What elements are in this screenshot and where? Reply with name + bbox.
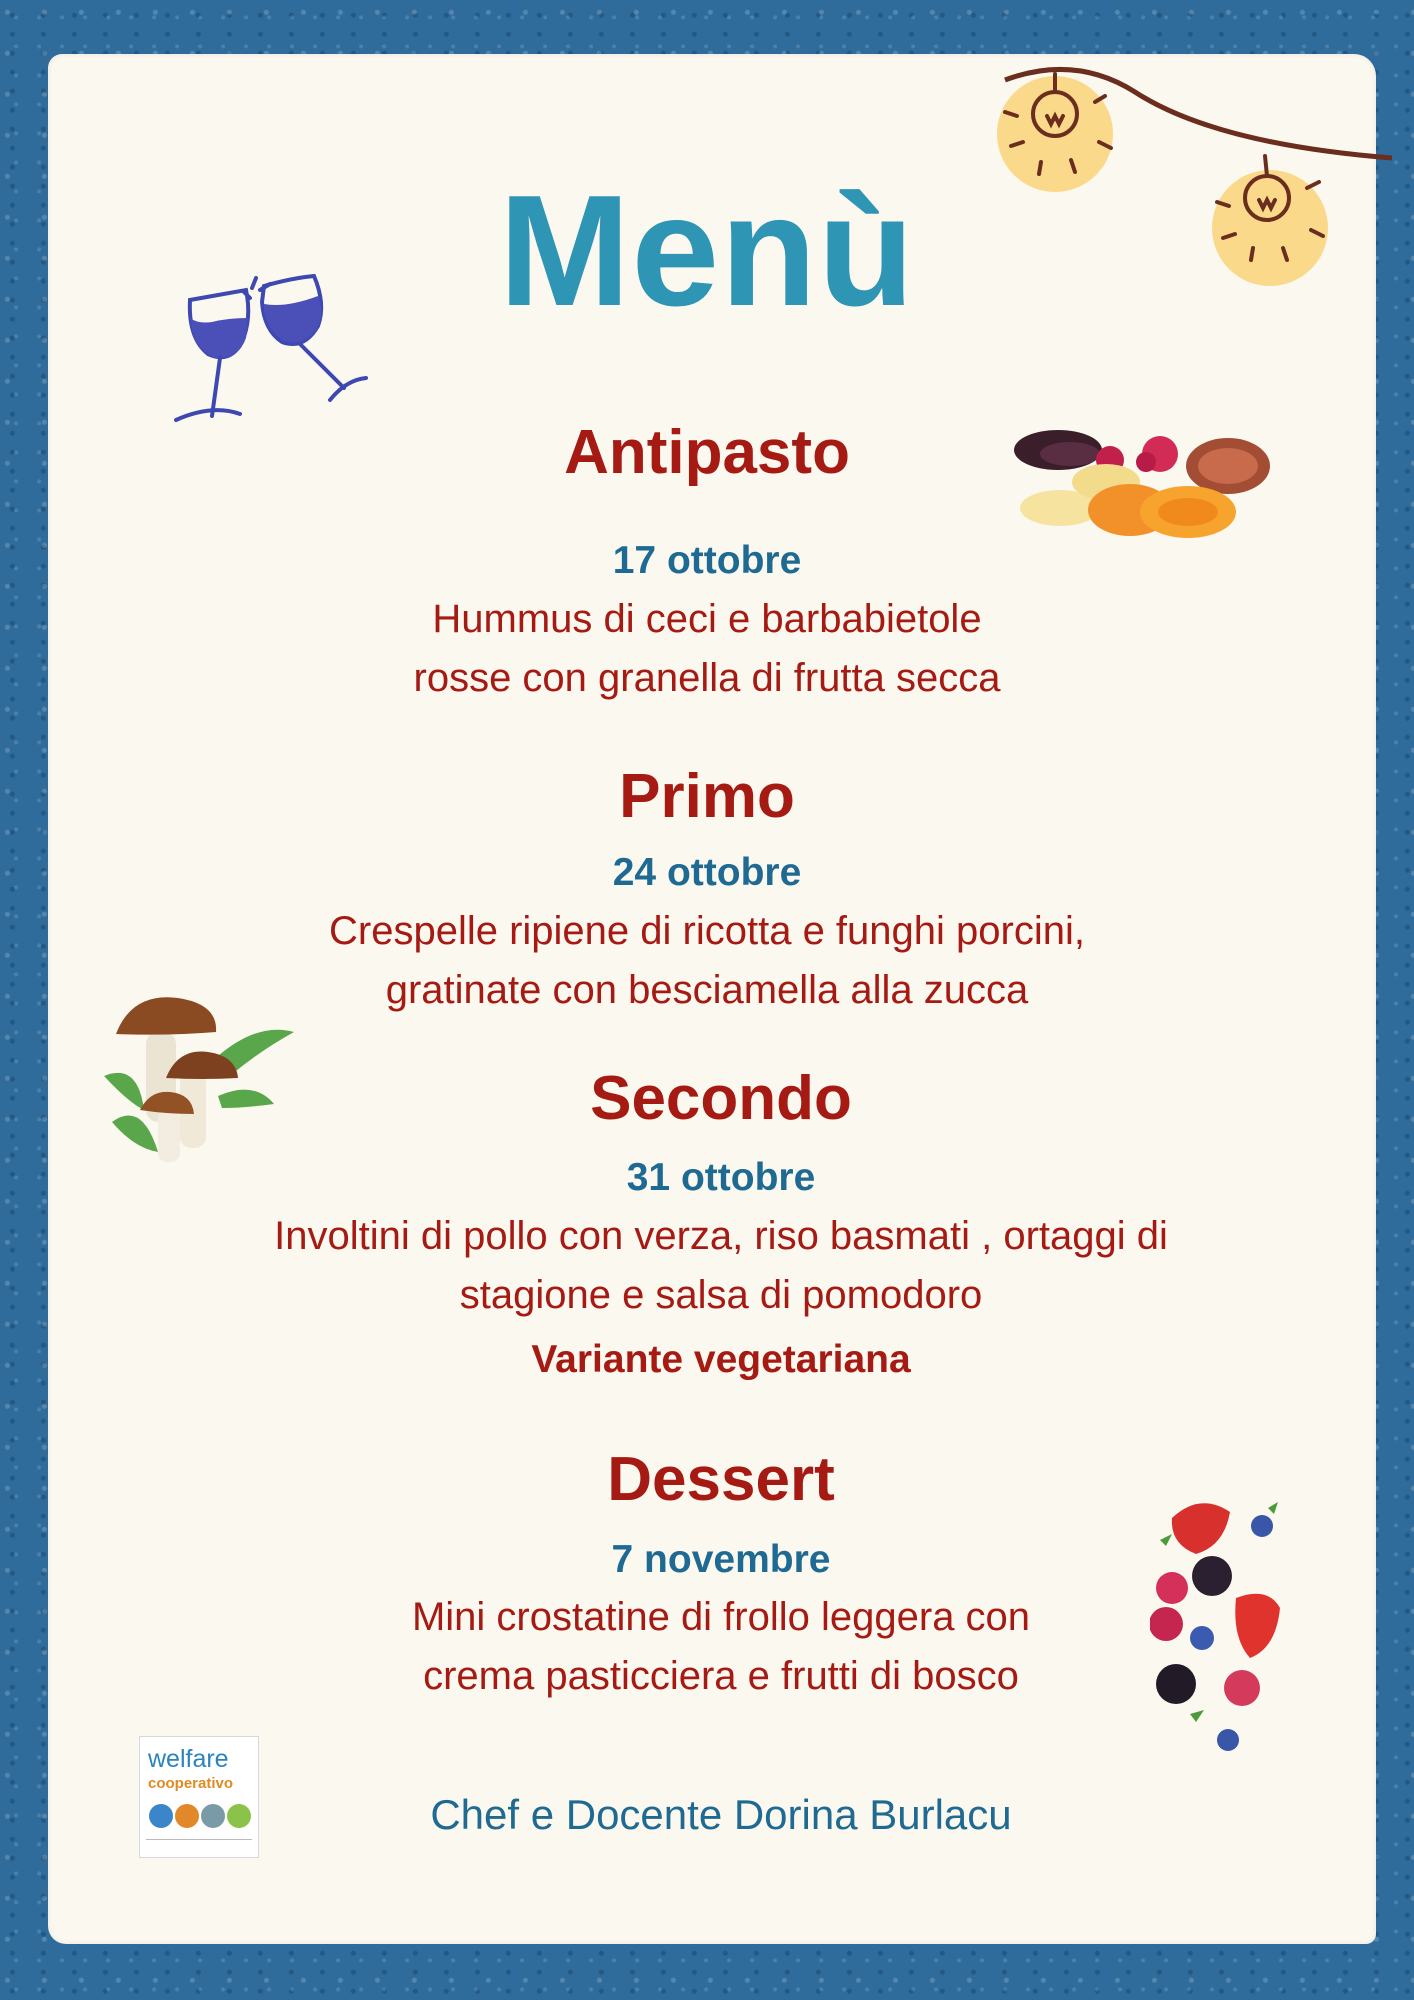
course-primo-date: 24 ottobre (612, 851, 802, 894)
chef-credit: Chef e Docente Dorina Burlacu (430, 1791, 1012, 1838)
dried-fruit-icon (1010, 420, 1280, 540)
course-secondo-dish-line-1: Involtini di pollo con verza, riso basmati , ortaggi di (274, 1214, 1168, 1258)
light-bulbs-icon (985, 52, 1395, 292)
course-secondo-date: 31 ottobre (626, 1156, 816, 1199)
course-primo-dish-line-2: gratinate con besciamella alla zucca (385, 968, 1029, 1012)
course-secondo-dish-line-2: stagione e salsa di pomodoro (459, 1273, 983, 1317)
course-antipasto-date: 17 ottobre (612, 539, 802, 582)
course-dessert-date: 7 novembre (611, 1538, 831, 1581)
welfare-cooperativo-logo (139, 1736, 259, 1858)
logo-dots-icon (148, 1803, 252, 1829)
course-primo-heading: Primo (619, 762, 795, 831)
berries-icon (1150, 1488, 1300, 1778)
course-antipasto-dish-line-2: rosse con granella di frutta secca (413, 656, 1001, 700)
course-dessert-dish-line-2: crema pasticciera e frutti di bosco (423, 1654, 1019, 1698)
course-dessert-heading: Dessert (607, 1445, 835, 1514)
course-secondo-variant: Variante vegetariana (531, 1338, 911, 1381)
course-primo-dish-line-1: Crespelle ripiene di ricotta e funghi porcini, (329, 909, 1085, 953)
wine-glasses-icon (168, 268, 378, 438)
logo-line-2: cooperativo (148, 1775, 234, 1792)
mushrooms-icon (98, 992, 298, 1168)
page-title: Menù (498, 163, 916, 339)
logo-footer-rule (146, 1839, 252, 1846)
course-dessert-dish-line-1: Mini crostatine di frollo leggera con (411, 1595, 1031, 1639)
course-antipasto-dish-line-1: Hummus di ceci e barbabietole (432, 597, 982, 641)
logo-line-1: welfare (148, 1745, 229, 1773)
course-secondo-heading: Secondo (590, 1064, 852, 1133)
course-antipasto-heading: Antipasto (564, 418, 850, 487)
